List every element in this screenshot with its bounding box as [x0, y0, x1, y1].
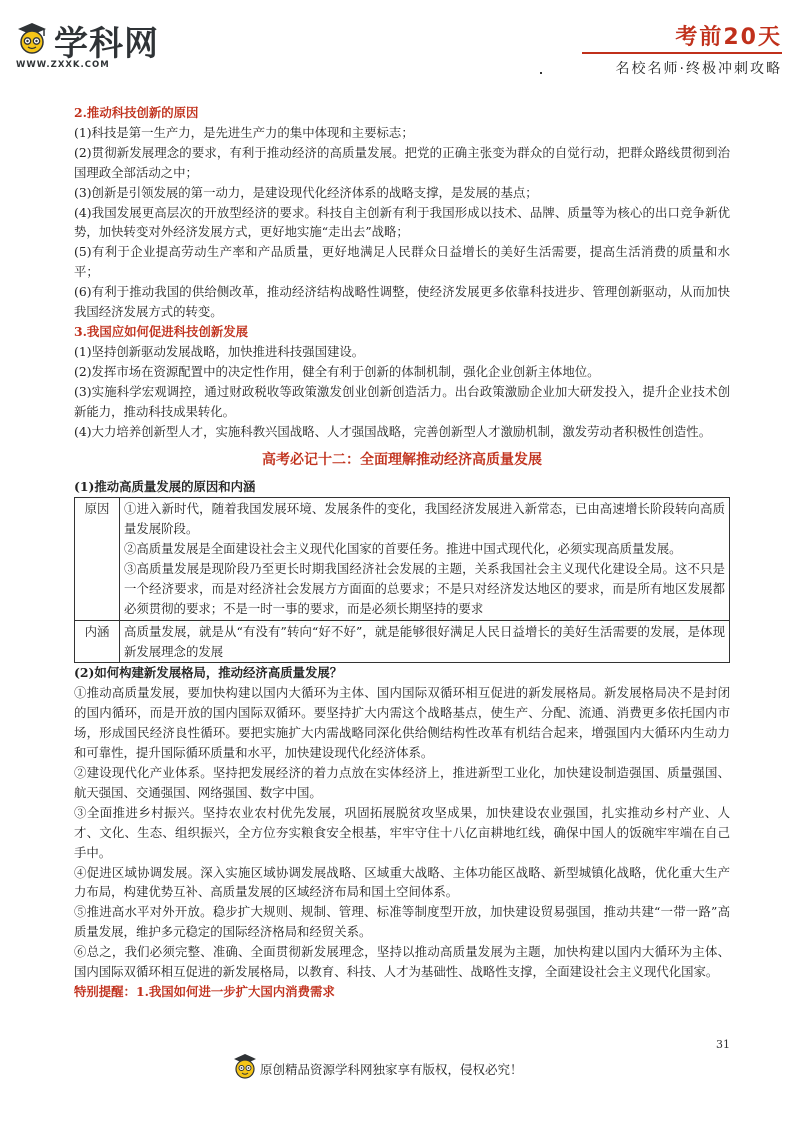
list-item: (6)有利于推动我国的供给侧改革，推动经济结构战略性调整，使经济发展更多依靠科技进步、管理创新驱动，从而加快我国经济发展方式的转变。: [74, 284, 730, 320]
page-footer: [0, 1050, 800, 1090]
header-banner: [675, 20, 782, 51]
mascot-face-icon: [232, 1052, 258, 1080]
list-item: ⑥总之，我们必须完整、准确、全面贯彻新发展理念，坚持以推动高质量发展为主题，加快构建以国内大循环为主体、国内国际双循环相互促进的新发展格局，以教育、科技、人才为基础性、战略性支撑，全面建设社会主义现代化国家。: [74, 944, 730, 980]
reason-meaning-table: [74, 497, 730, 663]
list-item: (4)大力培养创新型人才，实施科教兴国战略、人才强国战略，完善创新型人才激励机制，激发劳动者积极性创造性。: [74, 423, 712, 439]
page-content: [74, 103, 730, 1002]
section-heading: 3.我国应如何促进科技创新发展: [74, 323, 249, 339]
table-row: [75, 620, 730, 663]
special-note: 特别提醒：1.我国如何进一步扩大国内消费需求: [74, 983, 335, 999]
reason-item: ①进入新时代，随着我国发展环境、发展条件的变化，我国经济发展进入新常态，已由高速增长阶段转向高质量发展阶段。: [124, 501, 725, 537]
row-label: 原因: [75, 498, 120, 620]
header-subtitle: 名校名师·终极冲刺攻略: [615, 61, 782, 77]
reason-item: ②高质量发展是全面建设社会主义现代化国家的首要任务。推进中国式现代化，必须实现高质量发展。: [124, 541, 682, 557]
table-cell: 高质量发展，就是从“有没有”转向“好不好”，就是能够很好满足人民日益增长的美好生活需要的发展，是体现新发展理念的发展: [120, 620, 730, 663]
list-item: ④促进区域协调发展。深入实施区域协调发展战略、区域重大战略、主体功能区战略、新型城镇化战略，优化重大生产力布局，构建优势互补、高质量发展的区域经济布局和国土空间体系。: [74, 864, 730, 900]
reason-item: ③高质量发展是现阶段乃至更长时期我国经济社会发展的主题，关系我国社会主义现代化建设全局。这不只是一个经济要求，而是对经济社会发展方方面面的总要求；不是只对经济发达地区的要求，而是所有地区发展都必须贯彻的要求；不是一时一事的要求，而是必须长期坚持的要求: [124, 560, 725, 616]
header-divider: [582, 52, 782, 54]
list-item: (3)创新是引领发展的第一动力，是建设现代化经济体系的战略支撑，是发展的基点；: [74, 184, 538, 200]
page-number: 31: [716, 1038, 730, 1051]
list-item: (3)实施科学宏观调控，通过财政税收等政策激发创业创新创造活力。出台政策激励企业加大研发投入，提升企业技术创新能力，推动科技成果转化。: [74, 383, 730, 419]
site-logo[interactable]: [14, 14, 164, 74]
list-item: (1)科技是第一生产力，是先进生产力的集中体现和主要标志；: [74, 124, 414, 140]
section-title: 高考必记十二：全面理解推动经济高质量发展: [262, 452, 542, 469]
table-heading: (1)推动高质量发展的原因和内涵: [74, 479, 256, 495]
list-item: (2)发挥市场在资源配置中的决定性作用，健全有利于创新的体制机制，强化企业创新主体地位。: [74, 363, 600, 379]
row-label: 内涵: [75, 620, 120, 663]
page-header: [0, 0, 800, 92]
list-item: ①推动高质量发展，要加快构建以国内大循环为主体、国内国际双循环相互促进的新发展格局。新发展格局决不是封闭的国内循环，而是开放的国内国际双循环。要坚持扩大内需这个战略基点，使生产、分配、流通、消费更多依托国内市场，形成国民经济良性循环。要把实施扩大内需战略同深化供给侧结构性改革有机结合起来，增强国内大循环内生动力和可靠性，提升国际循环质量和水平，加快建设现代化经济体系。: [74, 685, 730, 761]
list-item: (5)有利于企业提高劳动生产率和产品质量，更好地满足人民群众日益增长的美好生活需要，提高生活消费的质量和水平；: [74, 244, 730, 280]
list-item: ⑤推进高水平对外开放。稳步扩大规则、规制、管理、标准等制度型开放，加快建设贸易强国，推动共建“一带一路”高质量发展，维护多元稳定的国际经济格局和经贸关系。: [74, 904, 730, 940]
logo-text: 学科网: [54, 24, 159, 64]
header-title: 考前20天: [675, 25, 782, 50]
list-item: (1)坚持创新驱动发展战略，加快推进科技强国建设。: [74, 343, 365, 359]
table-cell: [120, 498, 730, 620]
list-item: (4)我国发展更高层次的开放型经济的要求。科技自主创新有利于我国形成以技术、品牌、质量等为核心的出口竞争新优势，加快转变对外经济发展方式，更好地实施“走出去”战略；: [74, 204, 730, 240]
list-item: ②建设现代化产业体系。坚持把发展经济的着力点放在实体经济上，推进新型工业化，加快建设制造强国、质量强国、航天强国、交通强国、网络强国、数字中国。: [74, 765, 730, 800]
decorative-dot: [540, 72, 542, 74]
copyright-notice: 原创精品资源学科网独家享有版权，侵权必究！: [260, 1062, 523, 1077]
list-item: (2)贯彻新发展理念的要求，有利于推动经济的高质量发展。把党的正确主张变为群众的自觉行动，把群众路线贯彻到治国理政全部活动之中；: [74, 144, 730, 180]
logo-url[interactable]: WWW.ZXXK.COM: [16, 60, 110, 70]
table-row: [75, 498, 730, 620]
question-heading: (2)如何构建新发展格局，推动经济高质量发展？: [74, 665, 343, 681]
mascot-face-icon: [14, 20, 50, 56]
list-item: ③全面推进乡村振兴。坚持农业农村优先发展，巩固拓展脱贫攻坚成果，加快建设农业强国，扎实推动乡村产业、人才、文化、生态、组织振兴，全方位夯实粮食安全根基，牢牢守住十八亿亩耕地红线，确保中国人的饭碗牢牢端在自己手中。: [74, 804, 730, 860]
section-heading: 2.推动科技创新的原因: [74, 105, 199, 120]
